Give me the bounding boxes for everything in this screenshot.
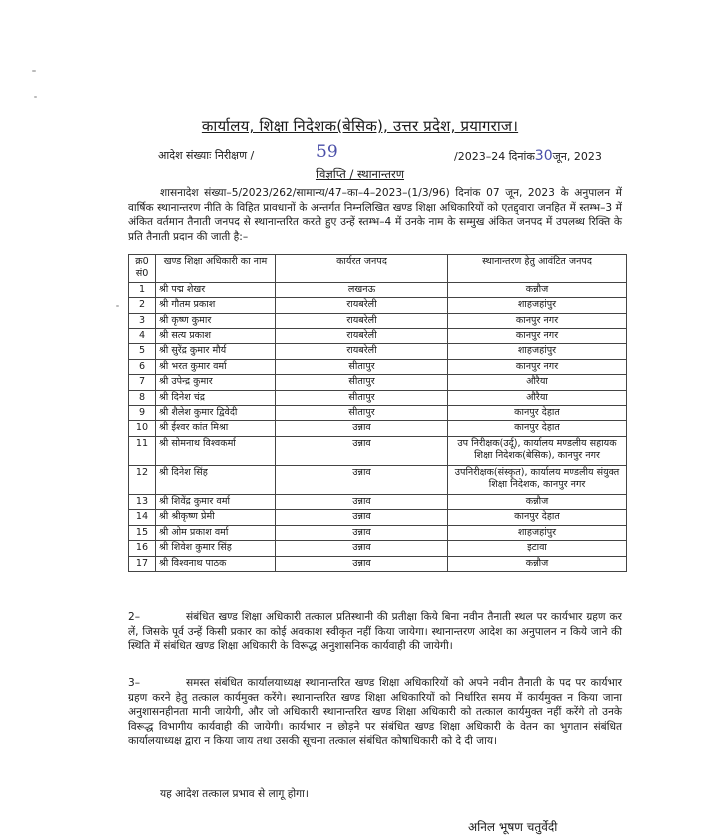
allotted-district-cell: इटावा [448,541,627,556]
office-heading: कार्यालय, शिक्षा निदेशक(बेसिक), उत्तर प्रदेश, प्रयागराज। [201,117,519,135]
serial-cell: 1 [129,282,156,297]
serial-cell: 16 [129,541,156,556]
allotted-district-cell: कन्नौज [448,282,627,297]
paragraph-number: 3– [128,677,141,689]
serial-cell: 6 [129,359,156,374]
order-day: 30 [534,148,553,164]
current-district-cell: रायबरेली [276,298,448,313]
officer-name-cell: श्री भरत कुमार वर्मा [156,359,276,374]
header-current-district: कार्यरत जनपद [276,255,448,283]
table-row [129,359,627,374]
allotted-district-cell: शाहजहांपुर [448,344,627,359]
allotted-district-cell: शाहजहांपुर [448,298,627,313]
paragraph-2 [128,610,622,654]
allotted-district-cell: कानपुर देहात [448,421,627,436]
serial-cell: 4 [129,329,156,344]
header-officer-name: खण्ड शिक्षा अधिकारी का नाम [156,255,276,283]
signatory-name: अनिल भूषण चतुर्वेदी [468,820,558,834]
table-body [129,282,627,571]
table-row [129,375,627,390]
serial-cell: 11 [129,436,156,465]
officer-name-cell: श्री कृष्ण कुमार [156,313,276,328]
table-row [129,406,627,421]
serial-cell: 8 [129,390,156,405]
scan-speck [116,305,119,307]
table-row [129,436,627,465]
order-reference [158,142,618,166]
table-row [129,541,627,556]
current-district-cell: रायबरेली [276,344,448,359]
allotted-district-cell: शाहजहांपुर [448,525,627,540]
officer-name-cell: श्री शिवेश कुमार सिंह [156,541,276,556]
officer-name-cell: श्री ईश्वर कांत मिश्रा [156,421,276,436]
serial-cell: 10 [129,421,156,436]
paragraph-4: यह आदेश तत्काल प्रभाव से लागू होगा। [160,788,309,800]
order-date [454,148,602,164]
current-district-cell: उन्नाव [276,556,448,571]
current-district-cell: सीतापुर [276,390,448,405]
table-row [129,282,627,297]
officer-name-cell: श्री ओम प्रकाश वर्मा [156,525,276,540]
officer-name-cell: श्री सत्य प्रकाश [156,329,276,344]
allotted-district-cell: कानपुर नगर [448,359,627,374]
officer-name-cell: श्री दिनेश चंद्र [156,390,276,405]
serial-cell: 5 [129,344,156,359]
year-label: /2023–24 दिनांक [454,150,535,163]
officer-name-cell: श्री सुरेंद्र कुमार मौर्य [156,344,276,359]
table-row [129,298,627,313]
current-district-cell: लखनऊ [276,282,448,297]
current-district-cell: उन्नाव [276,525,448,540]
scan-speck [34,96,37,98]
allotted-district-cell: उपनिरीक्षक(संस्कृत), कार्यालय मण्डलीय संयुक्त शिक्षा निदेशक, कानपुर नगर [448,465,627,494]
allotted-district-cell: कानपुर नगर [448,313,627,328]
current-district-cell: सीतापुर [276,375,448,390]
serial-cell: 14 [129,510,156,525]
allotted-district-cell: कानपुर देहात [448,406,627,421]
current-district-cell: उन्नाव [276,510,448,525]
officer-name-cell: श्री शैलेश कुमार द्विवेदी [156,406,276,421]
order-month-year: जून, 2023 [552,150,602,163]
officer-name-cell: श्री विश्वनाथ पाठक [156,556,276,571]
table-row [129,556,627,571]
serial-cell: 17 [129,556,156,571]
paragraph-text: समस्त संबंधित कार्यालयाध्यक्ष स्थानान्तरित खण्ड शिक्षा अधिकारियों को अपने नवीन तैनाती के पद पर कार्यभार ग्रहण करने हेतु तत्काल कार्यमुक्त करेंगे। स्थानान्तरित खण्ड शिक्षा अधिकारियों को निर्धारित समय में कार्यमुक्त न किया जाना अनुशासनहीनता मानी जायेगी, और जो अधिकारी स्थानान्तरित खण्ड शिक्षा अधिकारी को तत्काल कार्यमुक्त नहीं करेंगे तो उनके विरूद्ध विभागीय कार्यवाही की जायेगी। कार्यभार न छोड़ने पर संबंधित खण्ड शिक्षा अधिकारी के वेतन का भुगतान संबंधित कार्यालयाध्यक्ष द्वारा न किया जाय तथा उसकी सूचना तत्काल संबंधित कोषाधिकारी को दे दी जाय। [128,677,622,748]
current-district-cell: उन्नाव [276,421,448,436]
table-row [129,421,627,436]
table-row [129,390,627,405]
table-header-row [129,255,627,283]
current-district-cell: उन्नाव [276,465,448,494]
current-district-cell: रायबरेली [276,313,448,328]
table-row [129,494,627,509]
serial-cell: 15 [129,525,156,540]
allotted-district-cell: कन्नौज [448,556,627,571]
serial-cell: 2 [129,298,156,313]
current-district-cell: रायबरेली [276,329,448,344]
scan-speck [32,70,36,72]
serial-cell: 7 [129,375,156,390]
transfer-table [128,254,627,572]
header-serial: क्र0 सं0 [129,255,156,283]
allotted-district-cell: कन्नौज [448,494,627,509]
intro-paragraph: शासनादेश संख्या–5/2023/262/सामान्य/47–का–4–2023–(1/3/96) दिनांक 07 जून, 2023 के अनुपालन में वार्षिक स्थानान्तरण नीति के विहित प्रावधानों के अन्तर्गत निम्नलिखित खण्ड शिक्षा अधिकारियों को एतद्द्वारा जनहित में स्तम्भ–3 में अंकित वर्तमान तैनाती जनपद से स्थानान्तरित करते हुए उन्हें स्तम्भ–4 में उनके नाम के सम्मुख अंकित जनपद में उपलब्ध रिक्ति के प्रति तैनाती प्रदान की जाती है:– [128,187,622,243]
allotted-district-cell: उप निरीक्षक(उर्दू), कार्यालय मण्डलीय सहायक शिक्षा निदेशक(बेसिक), कानपुर नगर [448,436,627,465]
officer-name-cell: श्री पद्म शेखर [156,282,276,297]
officer-name-cell: श्री गौतम प्रकाश [156,298,276,313]
table-row [129,525,627,540]
allotted-district-cell: कानपुर नगर [448,329,627,344]
current-district-cell: उन्नाव [276,436,448,465]
table-row [129,344,627,359]
allotted-district-cell: कानपुर देहात [448,510,627,525]
serial-cell: 9 [129,406,156,421]
order-number: 59 [316,142,338,162]
header-allotted-district: स्थानान्तरण हेतु आवंटित जनपद [448,255,627,283]
serial-cell: 13 [129,494,156,509]
current-district-cell: उन्नाव [276,541,448,556]
allotted-district-cell: औरैया [448,375,627,390]
officer-name-cell: श्री उपेन्द्र कुमार [156,375,276,390]
officer-name-cell: श्री श्रीकृष्ण प्रेमी [156,510,276,525]
officer-name-cell: श्री सोमनाथ विश्वकर्मा [156,436,276,465]
current-district-cell: सीतापुर [276,406,448,421]
current-district-cell: सीतापुर [276,359,448,374]
officer-name-cell: श्री शिवेंद्र कुमार वर्मा [156,494,276,509]
serial-cell: 3 [129,313,156,328]
allotted-district-cell: औरैया [448,390,627,405]
paragraph-3 [128,676,622,749]
table-row [129,510,627,525]
serial-cell: 12 [129,465,156,494]
current-district-cell: उन्नाव [276,494,448,509]
table-row [129,465,627,494]
table-row [129,329,627,344]
paragraph-number: 2– [128,611,141,623]
table-row [129,313,627,328]
order-label: आदेश संख्याः निरीक्षण / [158,149,255,162]
paragraph-text: संबंधित खण्ड शिक्षा अधिकारी तत्काल प्रतिस्थानी की प्रतीक्षा किये बिना नवीन तैनाती स्थल पर कार्यभार ग्रहण कर लें, जिसके पूर्व उन्हें किसी प्रकार का कोई अवकाश स्वीकृत नहीं किया जायेगा। स्थानान्तरण आदेश का अनुपालन न किये जाने की स्थिति में संबंधित खण्ड शिक्षा अधिकारी के विरूद्ध अनुशासनिक कार्यवाही की जायेगी। [128,611,622,653]
notice-title: विज्ञप्ति / स्थानान्तरण [315,167,405,181]
officer-name-cell: श्री दिनेश सिंह [156,465,276,494]
